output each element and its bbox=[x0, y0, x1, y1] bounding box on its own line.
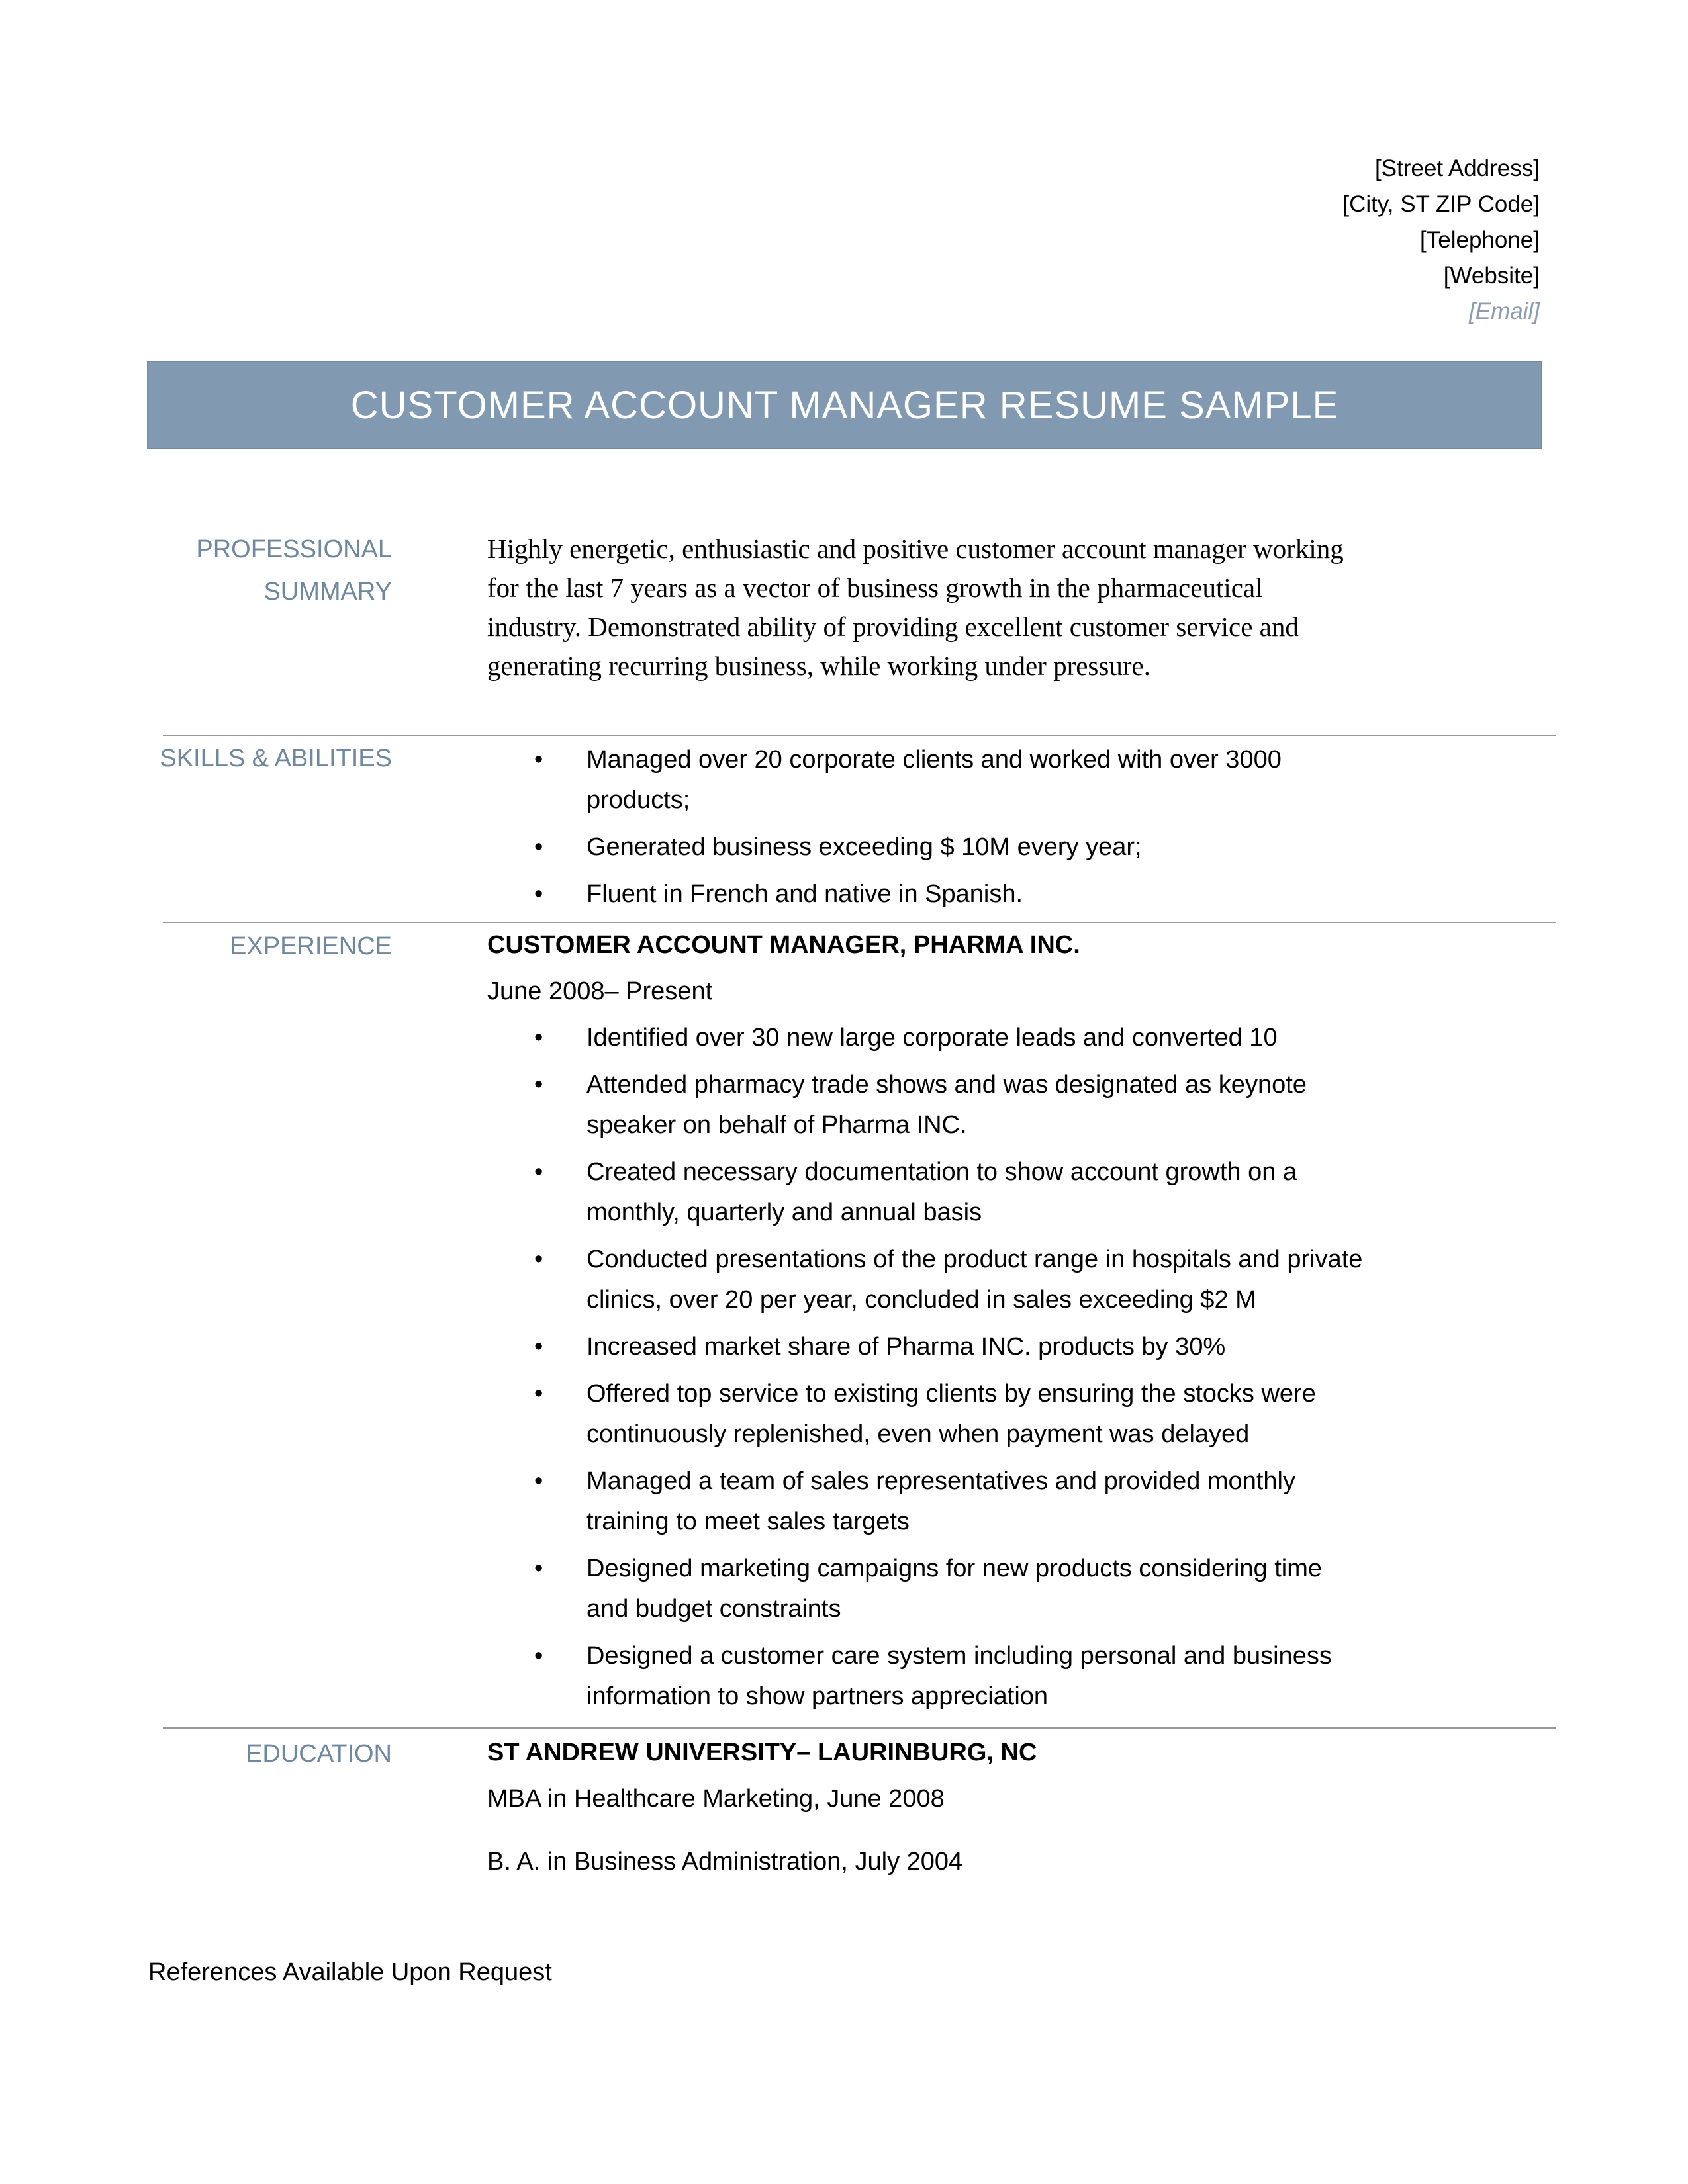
list-item: • Increased market share of Pharma INC. products by 30% bbox=[487, 1327, 1368, 1367]
section-divider bbox=[163, 922, 1556, 923]
skills-list bbox=[487, 740, 1368, 921]
list-item: • Conducted presentations of the product range in hospitals and private clinics, over 20 per year, concluded in sales exceeding $2 M bbox=[487, 1240, 1368, 1320]
summary-text: Highly energetic, enthusiastic and positive customer account manager working for the last 7 years as a vector of business growth in the pharmaceutical industry. Demonstrated ability of providing excellent customer service and generating recurring business, while working under pressure. bbox=[487, 533, 1344, 681]
bullet: • bbox=[534, 833, 543, 861]
email: [Email] bbox=[1469, 298, 1540, 324]
resume-title: CUSTOMER ACCOUNT MANAGER RESUME SAMPLE bbox=[350, 383, 1339, 427]
bullet: • bbox=[534, 1467, 543, 1495]
list-item: • Offered top service to existing clients by ensuring the stocks were continuously replenished, even when payment was delayed bbox=[487, 1374, 1368, 1455]
degree-ba: B. A. in Business Administration, July 2004 bbox=[487, 1848, 963, 1876]
telephone: [Telephone] bbox=[1420, 227, 1540, 253]
summary-label-line2: SUMMARY bbox=[263, 578, 392, 606]
bullet: • bbox=[534, 746, 543, 774]
skills-label: SKILLS & ABILITIES bbox=[160, 745, 392, 772]
bullet: • bbox=[534, 880, 543, 908]
summary-label bbox=[196, 528, 392, 613]
section-divider bbox=[163, 735, 1556, 736]
section-divider bbox=[163, 1727, 1556, 1729]
list-item: • Identified over 30 new large corporate leads and converted 10 bbox=[487, 1018, 1368, 1058]
bullet: • bbox=[534, 1071, 543, 1099]
list-item: • Created necessary documentation to show account growth on a monthly, quarterly and annual basis bbox=[487, 1152, 1368, 1233]
experience-list bbox=[487, 1018, 1368, 1723]
education-label: EDUCATION bbox=[246, 1740, 392, 1768]
bullet: • bbox=[534, 1158, 543, 1186]
bullet: • bbox=[534, 1555, 543, 1582]
bullet: • bbox=[534, 1024, 543, 1052]
bullet: • bbox=[534, 1333, 543, 1361]
experience-label: EXPERIENCE bbox=[230, 933, 392, 960]
job-heading: CUSTOMER ACCOUNT MANAGER, PHARMA INC. bbox=[487, 931, 1080, 959]
job-dates: June 2008– Present bbox=[487, 978, 713, 1005]
contact-block bbox=[1342, 151, 1540, 330]
summary-label-line1: PROFESSIONAL bbox=[196, 535, 392, 563]
street-address: [Street Address] bbox=[1374, 156, 1540, 181]
list-item: • Managed over 20 corporate clients and worked with over 3000 products; bbox=[487, 740, 1368, 821]
degree-mba: MBA in Healthcare Marketing, June 2008 bbox=[487, 1785, 945, 1813]
list-item: • Managed a team of sales representatives and provided monthly training to meet sales targets bbox=[487, 1461, 1368, 1542]
city-zip: [City, ST ZIP Code] bbox=[1342, 191, 1540, 217]
list-item: • Designed a customer care system including personal and business information to show partners appreciation bbox=[487, 1636, 1368, 1717]
title-banner bbox=[147, 361, 1542, 449]
list-item: • Generated business exceeding $ 10M every year; bbox=[487, 827, 1368, 868]
list-item: • Designed marketing campaigns for new products considering time and budget constraints bbox=[487, 1549, 1368, 1629]
list-item: • Fluent in French and native in Spanish. bbox=[487, 874, 1368, 915]
bullet: • bbox=[534, 1380, 543, 1408]
list-item: • Attended pharmacy trade shows and was designated as keynote speaker on behalf of Pharma INC. bbox=[487, 1065, 1368, 1146]
website: [Website] bbox=[1443, 263, 1540, 289]
references-note: References Available Upon Request bbox=[148, 1958, 552, 1986]
bullet: • bbox=[534, 1246, 543, 1273]
school-heading: ST ANDREW UNIVERSITY– LAURINBURG, NC bbox=[487, 1739, 1037, 1766]
bullet: • bbox=[534, 1642, 543, 1670]
